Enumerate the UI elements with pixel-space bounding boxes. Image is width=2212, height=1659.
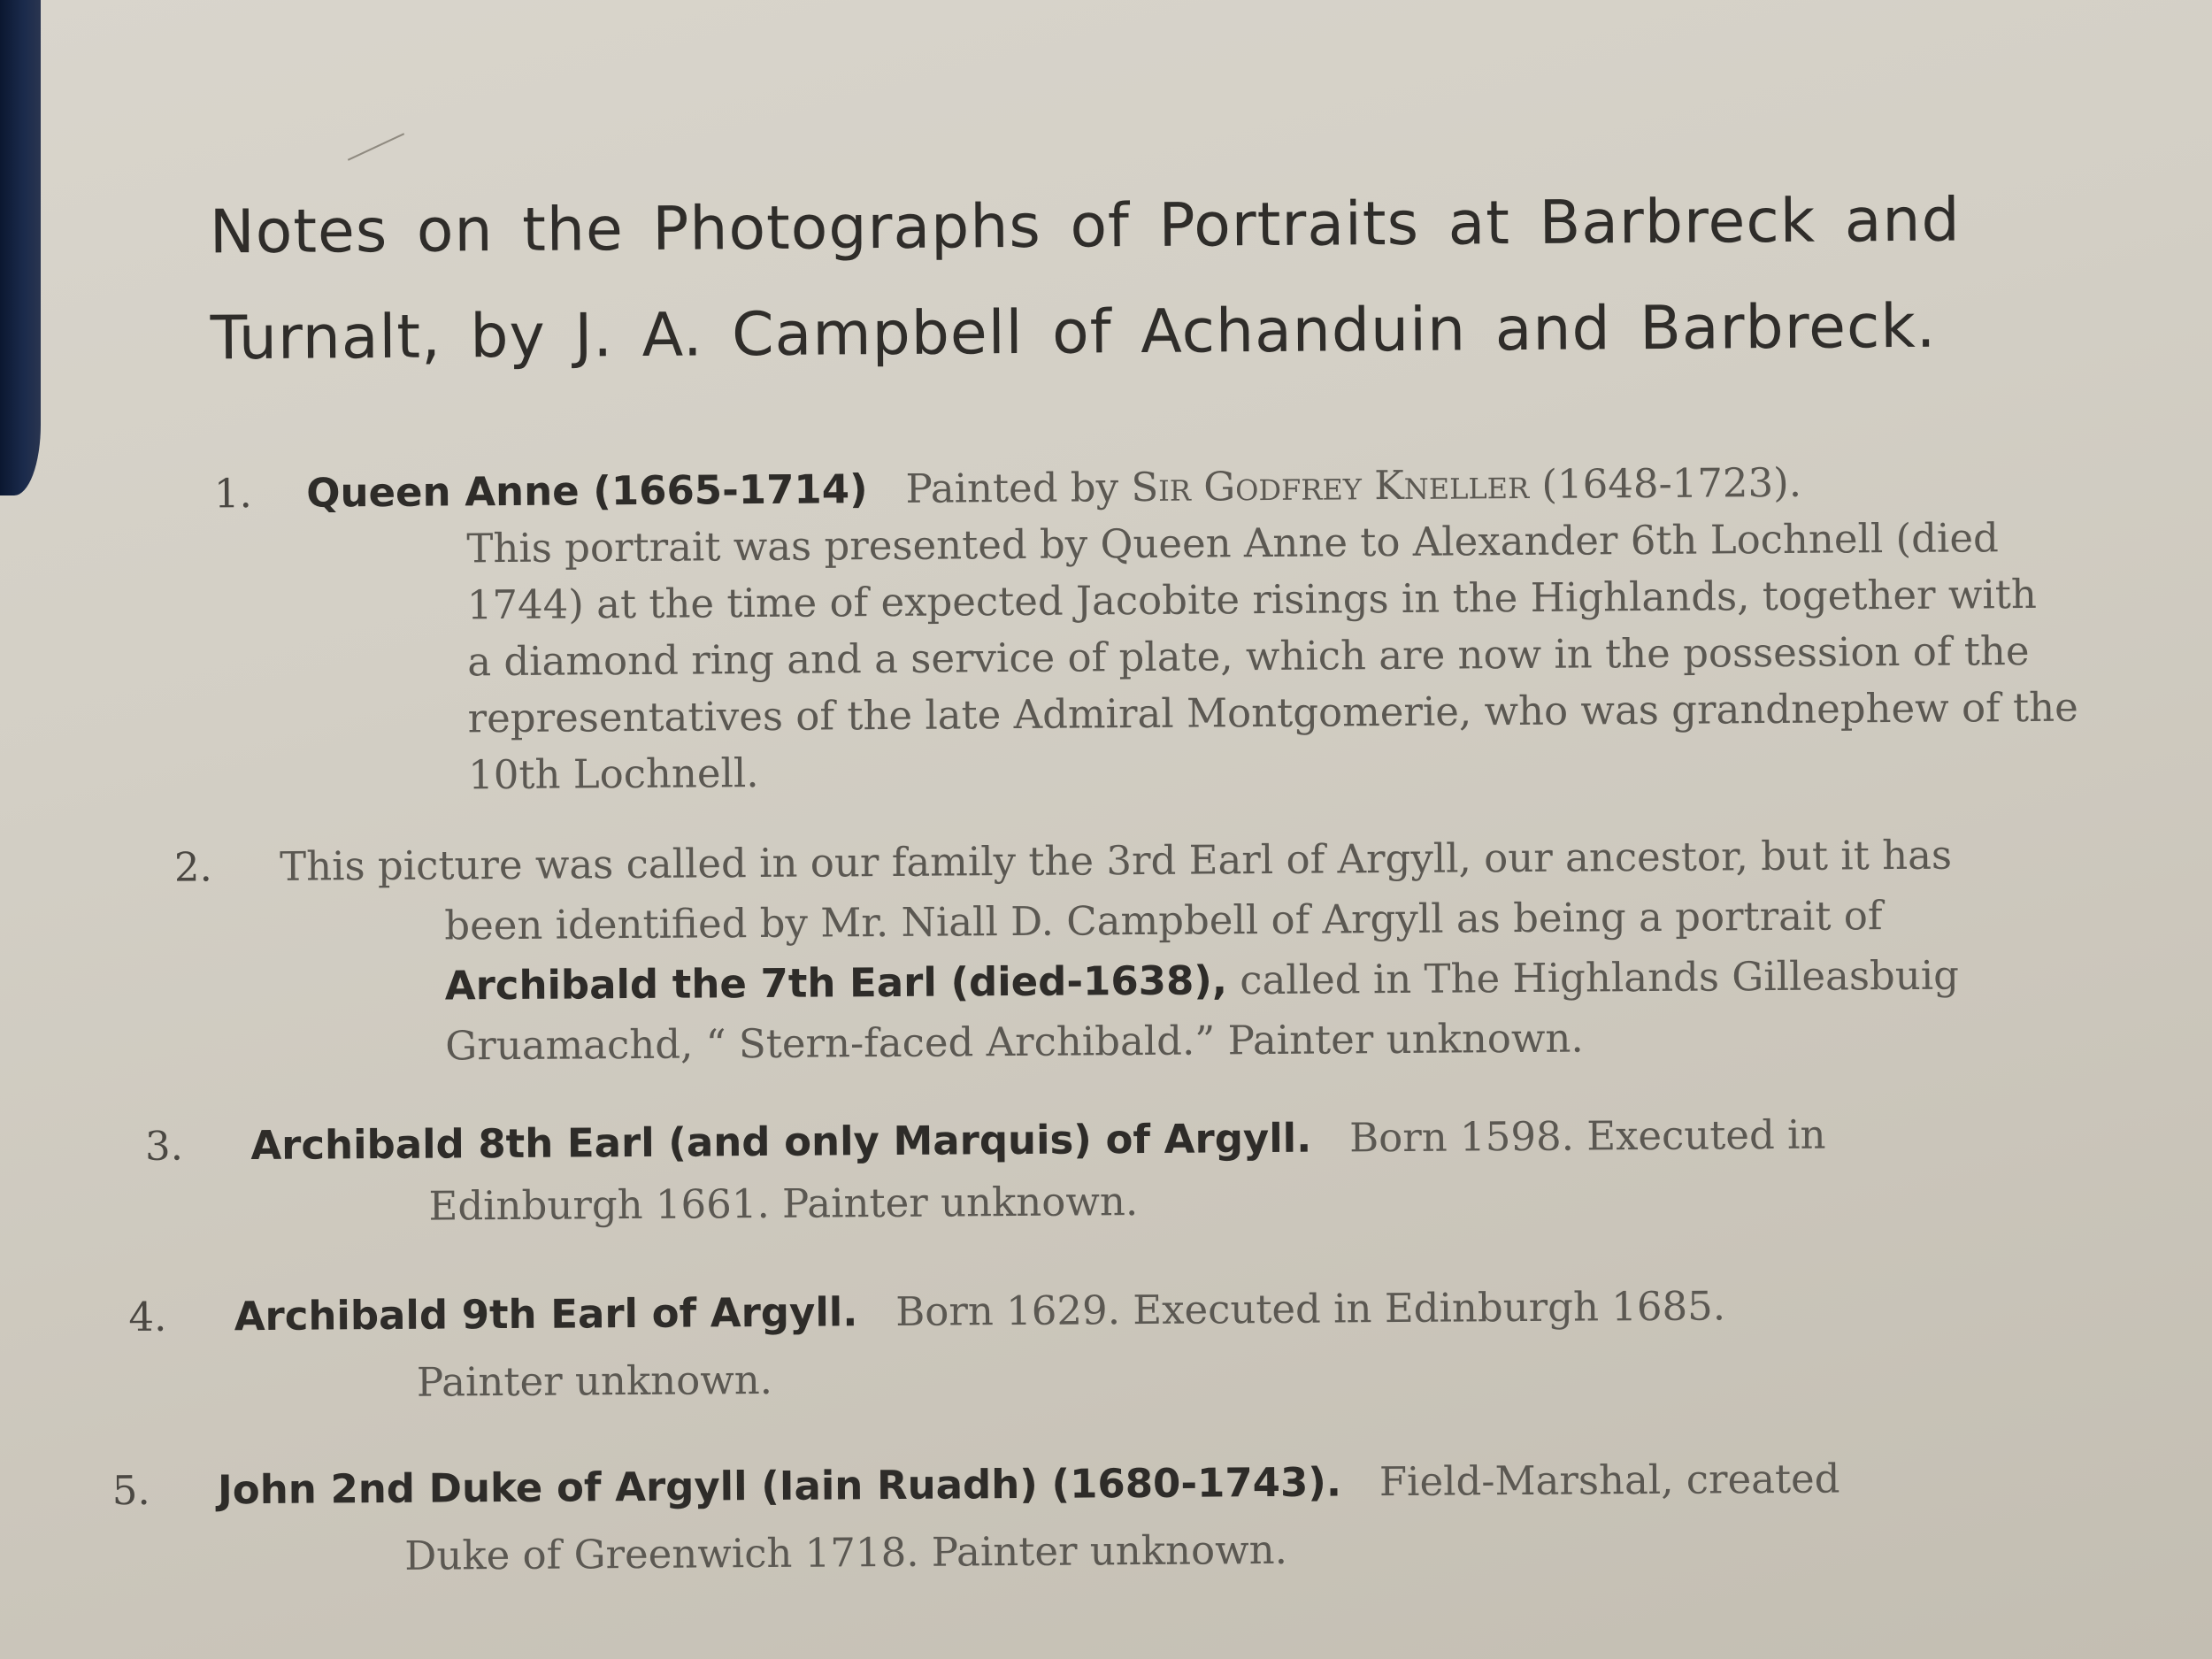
entry-2-body xyxy=(174,886,1960,1079)
entry-4 xyxy=(128,1272,1726,1418)
entry-number: 2. xyxy=(173,843,212,891)
document-title xyxy=(209,166,2113,392)
entry-subject: Archibald 8th Earl (and only Marquis) of Argyll. xyxy=(250,1114,1312,1170)
entry-number: 4. xyxy=(128,1293,167,1341)
title-line-1: Notes on the Photographs of Portraits at Barbreck and xyxy=(209,185,1961,268)
entry-subject: Archibald 9th Earl of Argyll. xyxy=(234,1288,858,1340)
entry-1 xyxy=(214,453,2079,806)
body-line: representatives of the late Admiral Montgomerie, who was grandnephew of the xyxy=(467,683,2078,742)
entry-4-heading xyxy=(128,1272,1725,1351)
body-text: called in The Highlands Gilleasbuig xyxy=(1240,951,1960,1004)
title-line-2: Turnalt, by J. A. Campbell of Achanduin and Barbreck. xyxy=(210,291,1937,374)
entry-5-body xyxy=(112,1513,1840,1593)
entry-number: 1. xyxy=(213,470,253,518)
entry-3-heading xyxy=(145,1104,1826,1178)
entry-1-body xyxy=(214,510,2078,806)
body-line: 1744) at the time of expected Jacobite risings in the Highlands, together with xyxy=(466,570,2038,629)
entry-first-line: This picture was called in our family the 3rd Earl of Argyll, our ancestor, but it has xyxy=(279,831,1953,890)
body-line: 10th Lochnell. xyxy=(467,749,759,799)
entry-2 xyxy=(174,826,1960,1079)
body-line: Duke of Greenwich 1718. Painter unknown. xyxy=(404,1525,1288,1579)
painter-prefix: Painted by xyxy=(905,464,1119,512)
entry-first-line-rest: Born 1629. Executed in Edinburgh 1685. xyxy=(895,1282,1726,1335)
entry-first-line-rest: Born 1598. Executed in xyxy=(1348,1110,1826,1162)
body-line: This portrait was presented by Queen Anne to Alexander 6th Lochnell (died xyxy=(466,514,1999,572)
entry-3 xyxy=(145,1104,1826,1240)
body-line: Gruamachd, “ Stern-faced Archibald.” Painter unknown. xyxy=(445,1014,1584,1070)
body-line: a diamond ring and a service of plate, which are now in the possession of the xyxy=(467,627,2030,686)
entry-number: 5. xyxy=(111,1466,150,1515)
entry-3-body xyxy=(145,1166,1826,1240)
entry-5-heading xyxy=(112,1446,1840,1525)
entry-first-line-rest: Field-Marshal, created xyxy=(1379,1455,1840,1506)
body-line: Edinburgh 1661. Painter unknown. xyxy=(428,1178,1139,1230)
entry-number: 3. xyxy=(144,1122,184,1170)
entry-4-body xyxy=(129,1340,1726,1418)
painter-name: Sir Godfrey Kneller xyxy=(1131,460,1530,511)
body-line: Painter unknown. xyxy=(416,1356,773,1406)
entry-subject: Queen Anne (1665-1714) xyxy=(306,465,868,517)
entry-5 xyxy=(112,1446,1841,1593)
body-line xyxy=(445,946,1960,1017)
entry-subject: John 2nd Duke of Argyll (Iain Ruadh) (1680-1743). xyxy=(217,1458,1342,1514)
entry-subject: Archibald the 7th Earl (died-1638), xyxy=(444,956,1228,1010)
body-line: been identified by Mr. Niall D. Campbell of Argyll as being a portrait of xyxy=(444,892,1883,949)
painter-dates: (1648-1723). xyxy=(1541,458,1802,508)
